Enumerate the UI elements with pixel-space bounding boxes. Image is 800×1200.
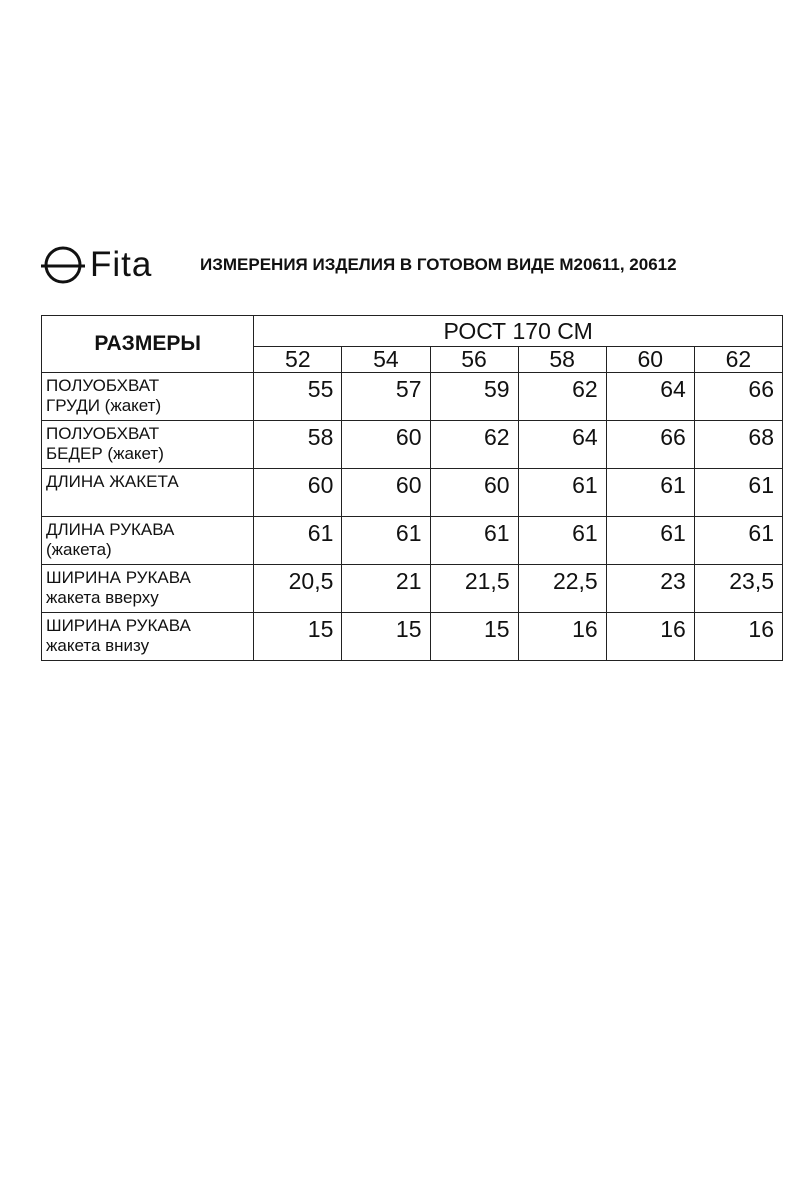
row-label bbox=[42, 469, 254, 517]
table-row bbox=[42, 613, 783, 661]
table-row bbox=[42, 421, 783, 469]
table-cell: 61 bbox=[342, 517, 430, 565]
brand-logo bbox=[40, 240, 152, 290]
row-label-line: БЕДЕР (жакет) bbox=[46, 444, 164, 463]
table-cell: 60 bbox=[254, 469, 342, 517]
row-label-line: ДЛИНА ЖАКЕТА bbox=[46, 472, 179, 491]
table-row bbox=[42, 517, 783, 565]
table-cell: 16 bbox=[694, 613, 782, 661]
row-label-line: ШИРИНА РУКАВА bbox=[46, 568, 191, 587]
row-label bbox=[42, 565, 254, 613]
table-cell: 55 bbox=[254, 373, 342, 421]
row-label bbox=[42, 613, 254, 661]
table-cell: 61 bbox=[518, 517, 606, 565]
row-label-line: ШИРИНА РУКАВА bbox=[46, 616, 191, 635]
row-label bbox=[42, 517, 254, 565]
row-label-line: ДЛИНА РУКАВА bbox=[46, 520, 175, 539]
row-label-line: (жакета) bbox=[46, 540, 112, 559]
size-chart-table bbox=[41, 315, 783, 661]
table-row bbox=[42, 373, 783, 421]
size-column-header: 52 bbox=[254, 347, 342, 373]
table-cell: 60 bbox=[342, 469, 430, 517]
table-cell: 57 bbox=[342, 373, 430, 421]
table-cell: 64 bbox=[518, 421, 606, 469]
table-cell: 59 bbox=[430, 373, 518, 421]
row-label bbox=[42, 421, 254, 469]
size-column-header: 58 bbox=[518, 347, 606, 373]
row-label-line: ПОЛУОБХВАТ bbox=[46, 424, 160, 443]
table-cell: 16 bbox=[518, 613, 606, 661]
table-cell: 62 bbox=[430, 421, 518, 469]
table-cell: 15 bbox=[254, 613, 342, 661]
table-cell: 58 bbox=[254, 421, 342, 469]
height-header: РОСТ 170 СМ bbox=[254, 316, 783, 347]
row-label-line: жакета вверху bbox=[46, 588, 159, 607]
table-cell: 61 bbox=[694, 517, 782, 565]
fita-circle-logo-icon bbox=[40, 242, 86, 288]
row-label-line: ГРУДИ (жакет) bbox=[46, 396, 162, 415]
table-cell: 15 bbox=[430, 613, 518, 661]
document-header bbox=[40, 240, 770, 290]
table-cell: 22,5 bbox=[518, 565, 606, 613]
table-cell: 66 bbox=[694, 373, 782, 421]
row-label-line: жакета внизу bbox=[46, 636, 150, 655]
table-cell: 61 bbox=[694, 469, 782, 517]
brand-name: Fita bbox=[90, 245, 153, 284]
page-title: ИЗМЕРЕНИЯ ИЗДЕЛИЯ В ГОТОВОМ ВИДЕ М20611, 20612 bbox=[200, 255, 677, 274]
table-cell: 60 bbox=[342, 421, 430, 469]
table-cell: 66 bbox=[606, 421, 694, 469]
size-column-header: 56 bbox=[430, 347, 518, 373]
table-cell: 61 bbox=[254, 517, 342, 565]
table-cell: 60 bbox=[430, 469, 518, 517]
table-cell: 20,5 bbox=[254, 565, 342, 613]
table-cell: 61 bbox=[606, 517, 694, 565]
size-column-header: 60 bbox=[606, 347, 694, 373]
table-cell: 61 bbox=[606, 469, 694, 517]
table-cell: 21,5 bbox=[430, 565, 518, 613]
table-header-row bbox=[42, 316, 783, 347]
sizes-header: РАЗМЕРЫ bbox=[42, 316, 254, 373]
table-cell: 62 bbox=[518, 373, 606, 421]
row-label-line: ПОЛУОБХВАТ bbox=[46, 376, 160, 395]
table-cell: 68 bbox=[694, 421, 782, 469]
table-cell: 61 bbox=[430, 517, 518, 565]
table-cell: 23 bbox=[606, 565, 694, 613]
table-row bbox=[42, 469, 783, 517]
table-cell: 61 bbox=[518, 469, 606, 517]
table-cell: 23,5 bbox=[694, 565, 782, 613]
table-cell: 15 bbox=[342, 613, 430, 661]
row-label bbox=[42, 373, 254, 421]
size-column-header: 54 bbox=[342, 347, 430, 373]
size-column-header: 62 bbox=[694, 347, 782, 373]
table-cell: 21 bbox=[342, 565, 430, 613]
table-cell: 16 bbox=[606, 613, 694, 661]
table-cell: 64 bbox=[606, 373, 694, 421]
table-row bbox=[42, 565, 783, 613]
